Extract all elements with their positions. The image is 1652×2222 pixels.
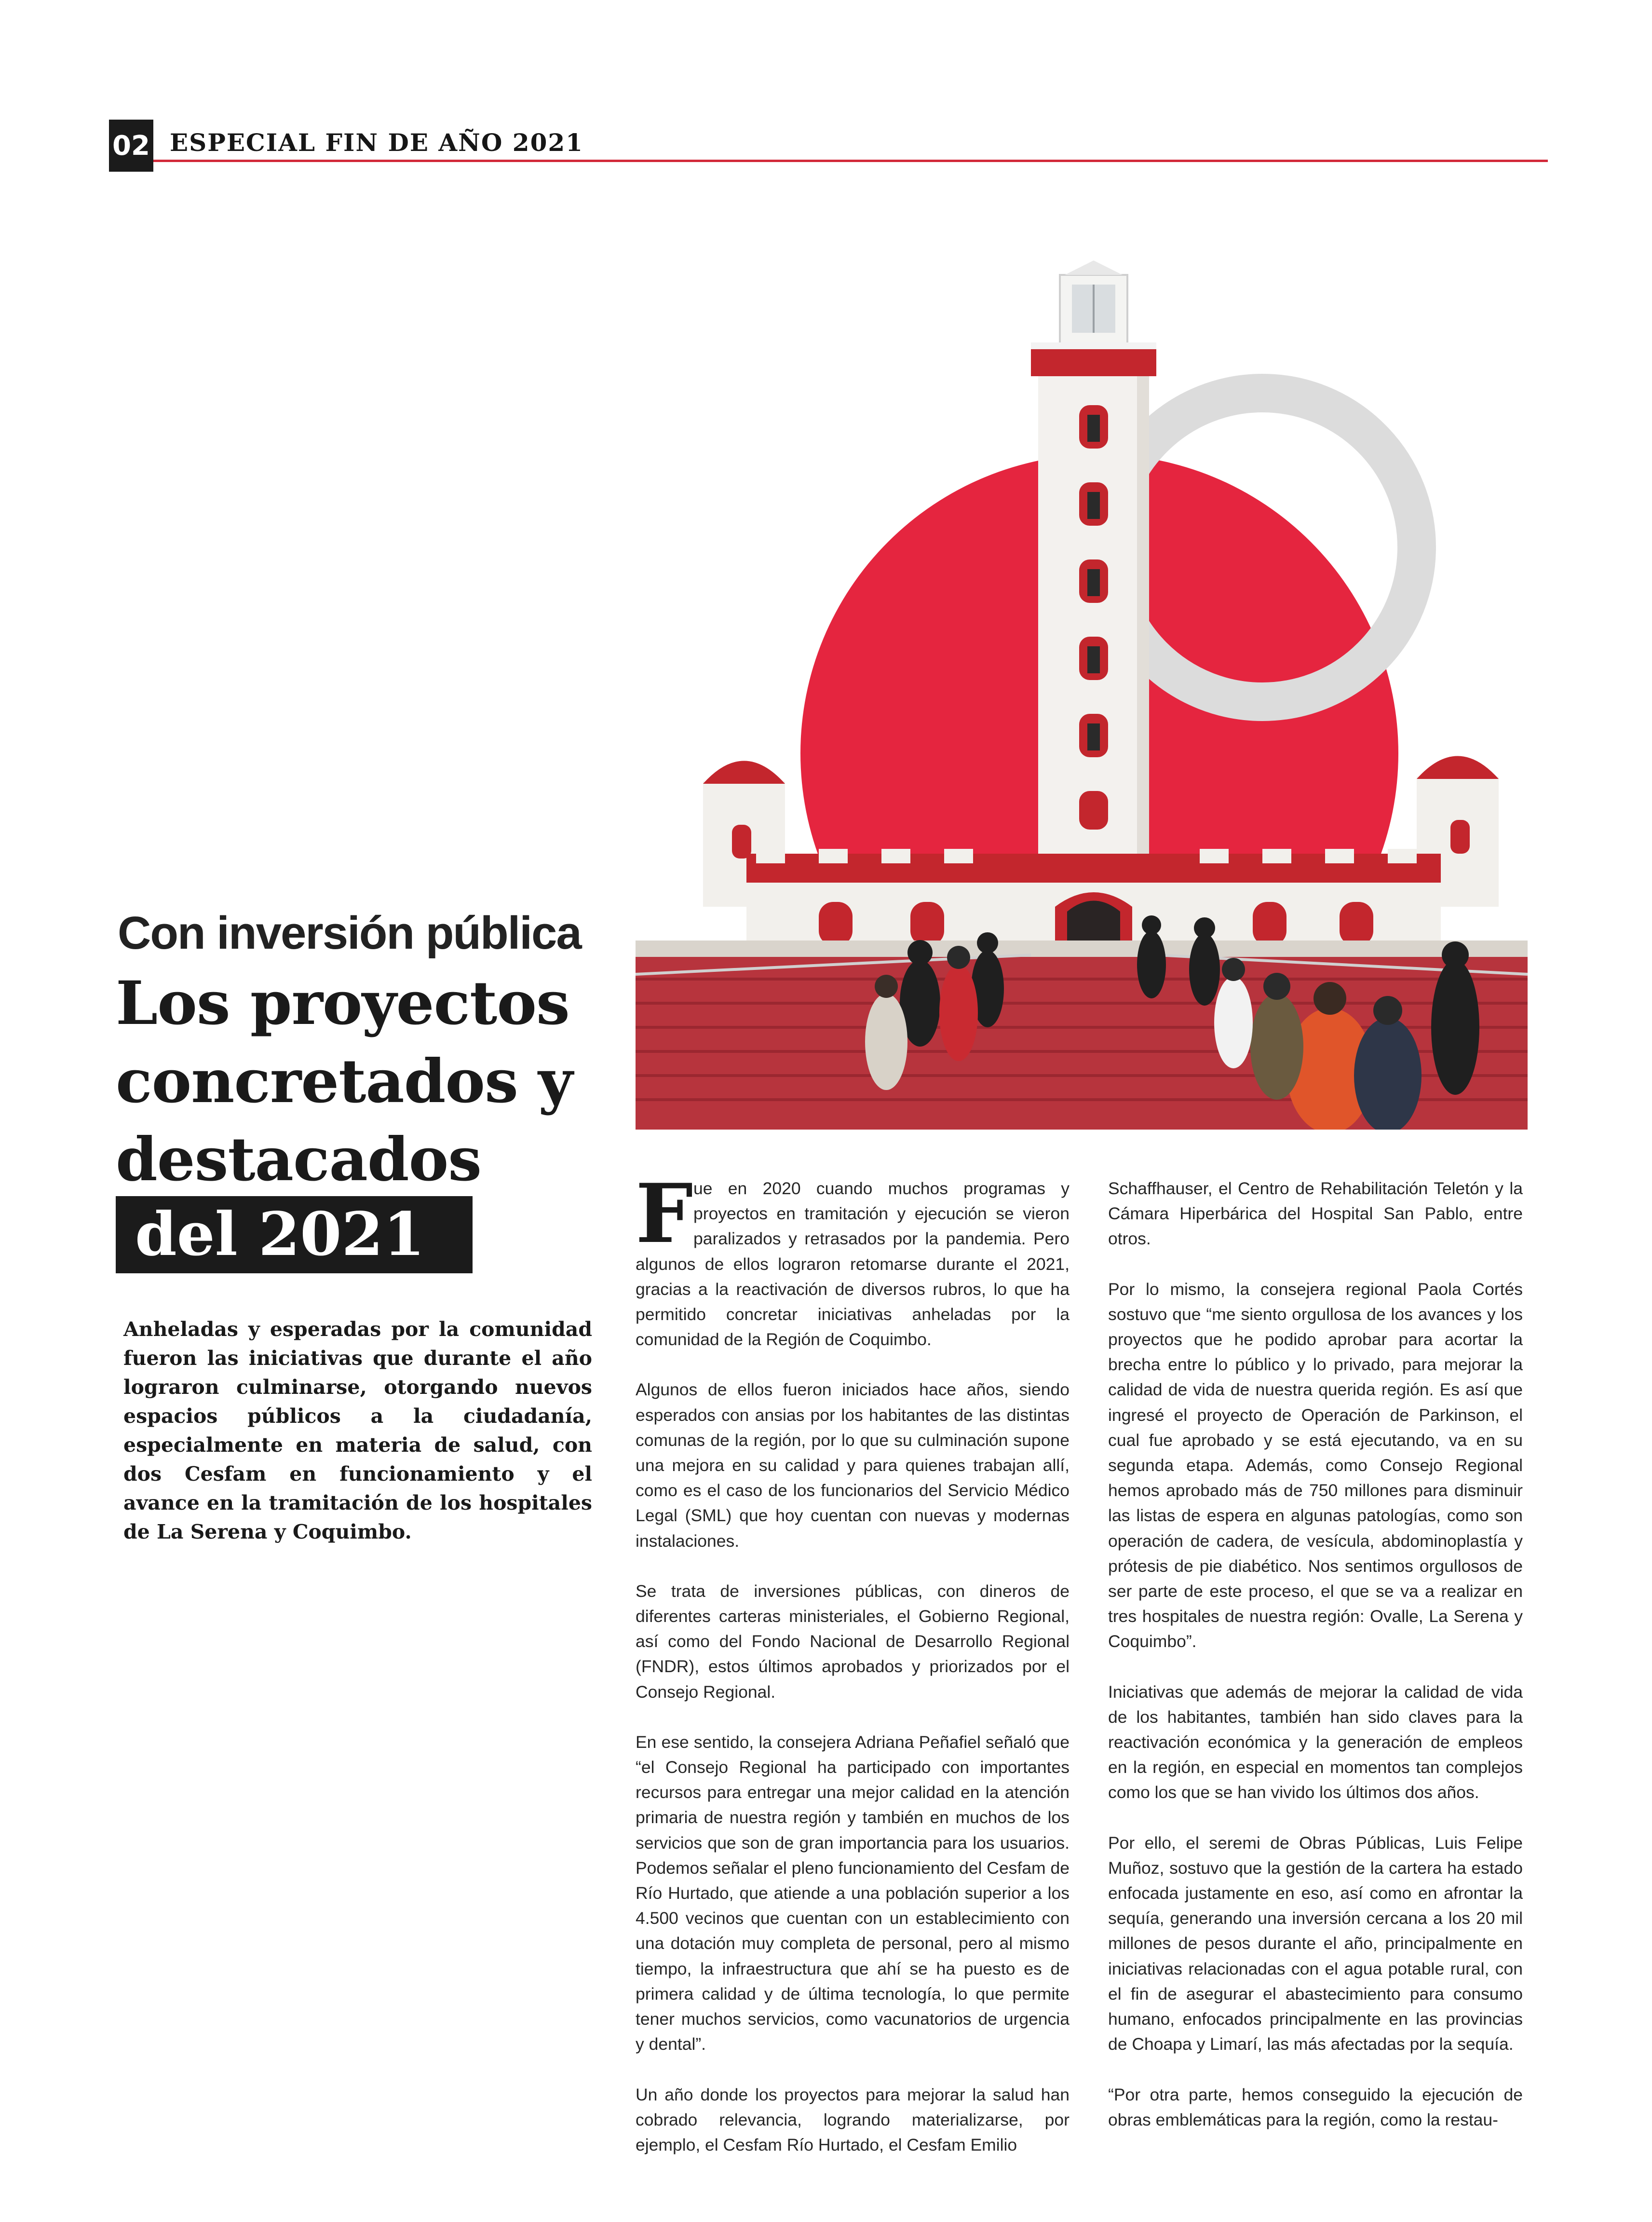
article-headline [116,965,617,1199]
body-paragraph: En ese sentido, la consejera Adriana Peñafiel señaló que “el Consejo Regional ha participado con importantes recursos para entregar una mejor calidad en la atención primaria de nuestra región y también en muchos de los servicios que son de gran importancia para los usuarios. Podemos señalar el pleno funcionamiento del Cesfam de Río Hurtado, que atiende a una población superior a los 4.500 vecinos que cuentan con un establecimiento con una dotación muy completa de personal, pero al mismo tiempo, la infraestructura que ahí se ha puesto es de primera calidad y de última tecnología, lo que permite tener muchos servicios, como vacunatorios de urgencia y dental”. [636,1732,1070,2054]
drop-cap: F [636,1166,693,1261]
headline-line-1: Los proyectos [116,968,569,1038]
body-paragraph: Iniciativas que además de mejorar la calidad de vida de los habitantes, también han sido claves para la reactivación económica y la generación de empleos en la región, en especial en momentos tan complejos como los que se han vivido los últimos dos años. [1108,1682,1523,1802]
headline-highlight-box: del 2021 [116,1196,473,1273]
article-kicker: Con inversión pública [118,907,581,959]
body-column-2 [1108,1176,1523,2157]
header-rule [153,160,1548,162]
hero-photo-lighthouse [636,212,1528,1130]
headline-line-3: destacados [116,1125,482,1195]
article-lead: Anheladas y esperadas por la comunidad fueron las iniciativas que durante el año lograron culminarse, otorgando nuevos espacios públicos a la ciudadanía, especialmente en materia de salud, con dos Cesfam en funcionamiento y el avance en la tramitación de los hospitales de La Serena y Coquimbo. [123,1318,592,1543]
headline-line-2: concretados y [116,1047,573,1117]
body-column-1 [636,1166,1070,2182]
lighthouse-tower [1031,260,1156,868]
body-paragraph: Un año donde los proyectos para mejorar la salud han cobrado relevancia, logrando materializarse, por ejemplo, el Cesfam Río Hurtado, el Cesfam Emilio [636,2085,1070,2154]
fortress-wall [746,849,1441,945]
body-paragraph: “Por otra parte, hemos conseguido la ejecución de obras emblemáticas para la región, como la restau- [1108,2085,1523,2129]
body-paragraph: Se trata de inversiones públicas, con dineros de diferentes carteras ministeriales, el Gobierno Regional, así como del Fondo Nacional de Desarrollo Regional (FNDR), estos últimos aprobados y priorizados por el Consejo Regional. [636,1581,1070,1702]
body-paragraph: Fue en 2020 cuando muchos programas y proyectos en tramitación y ejecución se vieron paralizados y retrasados por la pandemia. Pero algunos de ellos lograron retomarse durante el 2021, gracias a la reactivación de diversos rubros, lo que ha permitido concretar iniciativas anheladas por la comunidad de la Región de Coquimbo. [636,1166,1070,1350]
body-paragraph: Schaffhauser, el Centro de Rehabilitación Teletón y la Cámara Hiperbárica del Hospital San Pablo, entre otros. [1108,1179,1523,1249]
body-paragraph: Por lo mismo, la consejera regional Paola Cortés sostuvo que “me siento orgullosa de los avances y los proyectos que he podido aprobar para acortar la brecha entre lo público y lo privado, para mejorar la calidad de vida de nuestra querida región. Es así que ingresé el proyecto de Operación de Parkinson, el cual fue aprobado y se está ejecutando, va en su segunda etapa. Además, como Consejo Regional hemos aprobado más de 750 millones para disminuir las listas de espera en algunas patologías, como son operación de cadera, de vesícula, abdominoplastía y prótesis de pie diabético. Nos sentimos orgullosos de ser parte de este proceso, el que se va a realizar en tres hospitales de nuestra región: Ovalle, La Serena y Coquimbo”. [1108,1279,1523,1651]
page-number: 02 [109,120,153,172]
section-label: ESPECIAL FIN DE AÑO 2021 [170,128,583,157]
body-paragraph: Por ello, el seremi de Obras Públicas, Luis Felipe Muñoz, sostuvo que la gestión de la cartera ha estado enfocada justamente en eso, así como en afrontar la sequía, generando una inversión cercana a los 20 mil millones de pesos durante el año, principalmente en iniciativas relacionadas con el agua potable rural, con el fin de asegurar el abastecimiento para consumo humano, enfocados principalmente en las provincias de Choapa y Limarí, las más afectadas por la sequía. [1108,1833,1523,2054]
body-paragraph: Algunos de ellos fueron iniciados hace años, siendo esperados con ansias por los habitantes de las distintas comunas de la región, por lo que su culminación supone una mejora en su calidad y para quienes trabajan allí, como es el caso de los funcionarios del Servicio Médico Legal (SML) que hoy cuentan con nuevas y modernas instalaciones. [636,1380,1070,1551]
